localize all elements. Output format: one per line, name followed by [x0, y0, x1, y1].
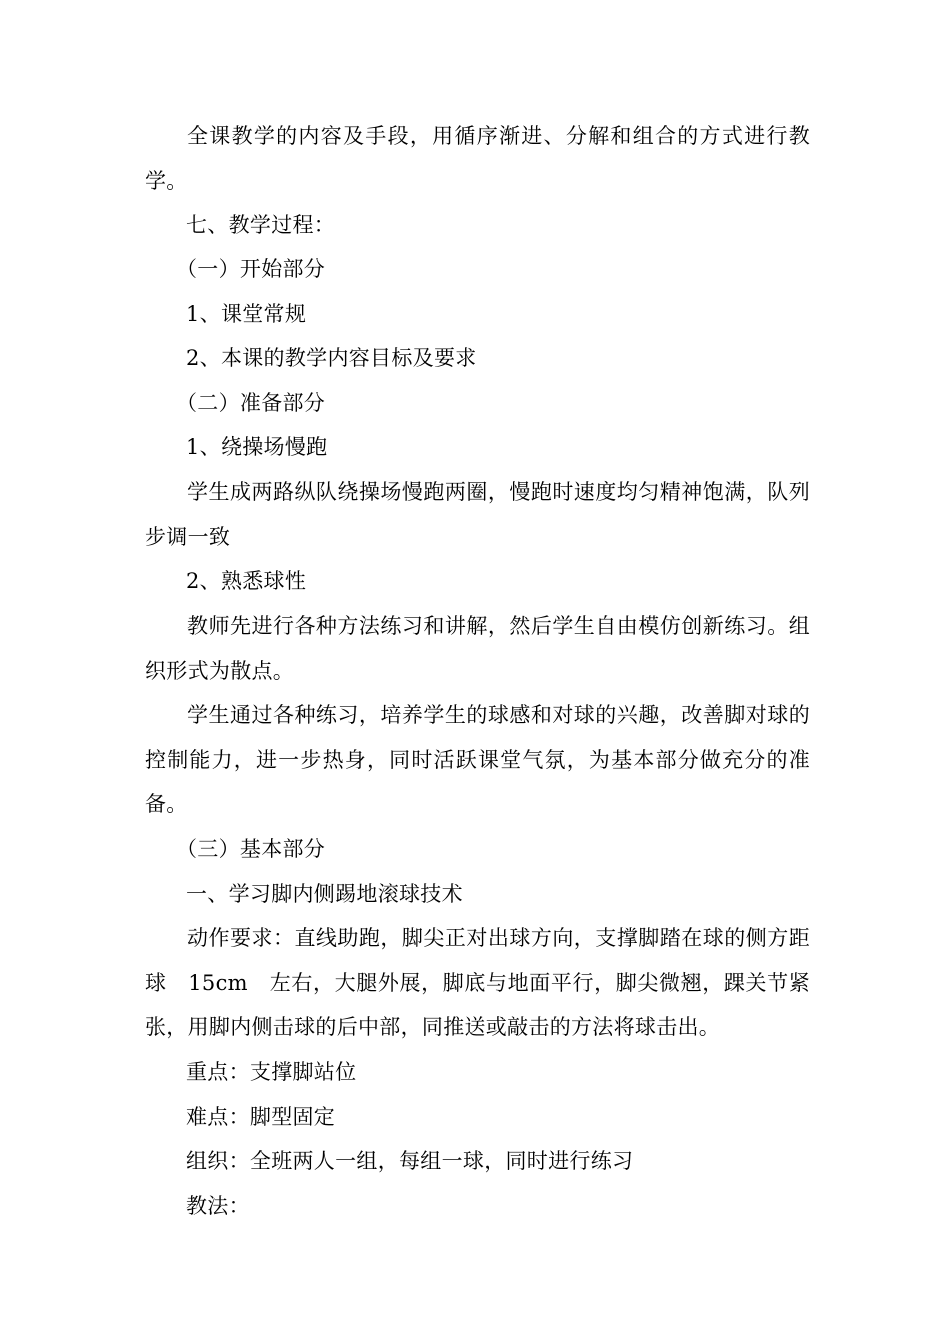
- heading-teaching-process: 七、教学过程：: [186, 213, 336, 237]
- heading-preparation-part: （二）准备部分: [176, 391, 326, 415]
- paragraph-jogging-detail: 学生成两路纵队绕操场慢跑两圈，慢跑时速度均匀精神饱满，队列步调一致: [145, 480, 810, 549]
- heading-basic-part: （三）基本部分: [176, 837, 326, 861]
- item-organization: 组织：全班两人一组，每组一球，同时进行练习: [186, 1149, 634, 1173]
- paragraph-action-requirements: 动作要求：直线助跑，脚尖正对出球方向，支撑脚踏在球的侧方距球 15cm 左右，大腿外展，脚底与地面平行，脚尖微翘，踝关节紧张，用脚内侧击球的后中部，同推送或敲击的方法将球击出。: [145, 926, 810, 1040]
- item-ball-familiarity: 2、熟悉球性: [186, 569, 307, 593]
- paragraph-teaching-method: 全课教学的内容及手段，用循序渐进、分解和组合的方式进行教学。: [145, 124, 810, 193]
- item-jogging: 1、绕操场慢跑: [186, 435, 328, 459]
- item-difficulty: 难点：脚型固定: [186, 1105, 336, 1129]
- item-key-point: 重点：支撑脚站位: [186, 1060, 357, 1084]
- item-inside-foot-kick: 一、学习脚内侧踢地滚球技术: [186, 882, 463, 906]
- item-teaching-method: 教法：: [186, 1194, 250, 1218]
- paragraph-teacher-demo: 教师先进行各种方法练习和讲解，然后学生自由模仿创新练习。组织形式为散点。: [145, 614, 810, 683]
- heading-opening-part: （一）开始部分: [176, 257, 326, 281]
- item-lesson-objectives: 2、本课的教学内容目标及要求: [186, 346, 477, 370]
- item-class-routine: 1、课堂常规: [186, 302, 307, 326]
- paragraph-ball-feel: 学生通过各种练习，培养学生的球感和对球的兴趣，改善脚对球的控制能力，进一步热身，同时活跃课堂气氛，为基本部分做充分的准备。: [145, 703, 810, 817]
